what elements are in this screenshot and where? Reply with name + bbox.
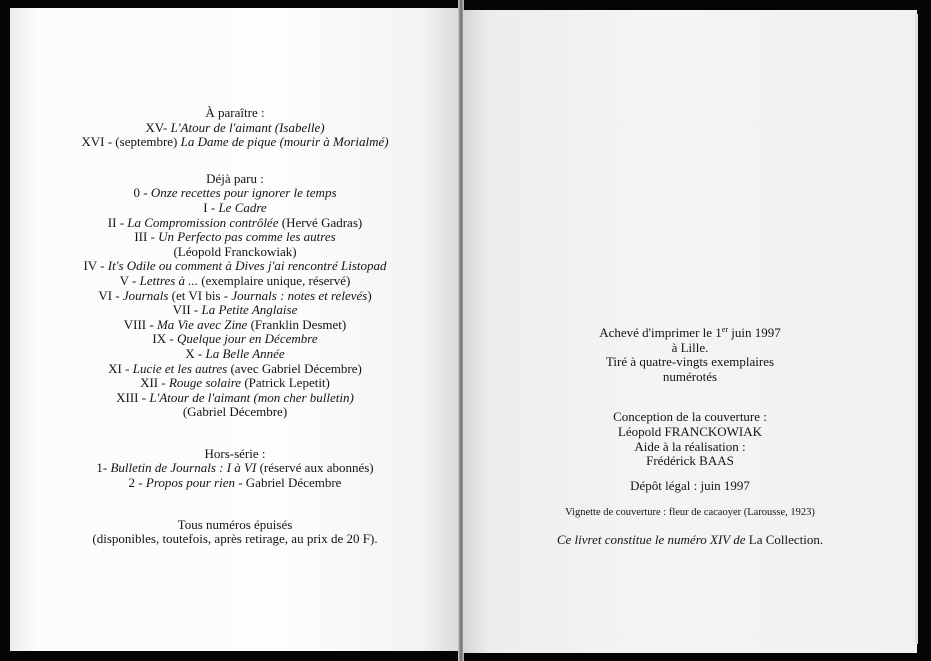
list-item-title: Le Cadre bbox=[218, 199, 267, 215]
published-heading: Déjà paru : bbox=[206, 170, 264, 186]
printing-date: Achevé d'imprimer le 1er juin 1997 bbox=[599, 325, 781, 340]
list-item-suffix: (réservé aux abonnés) bbox=[256, 460, 374, 476]
list-item-prefix: XI - bbox=[108, 360, 133, 376]
list-item-title: La Compromission contrôlée bbox=[127, 214, 279, 230]
list-item-title: La Petite Anglaise bbox=[201, 302, 298, 318]
list-item-title: L'Atour de l'aimant (Isabelle) bbox=[170, 119, 325, 135]
credit-cover-name: Léopold FRANCKOWIAK bbox=[617, 423, 763, 439]
footer-line-1: Tous numéros épuisés bbox=[177, 516, 293, 532]
list-item-prefix: II - bbox=[107, 214, 128, 230]
list-item bbox=[10, 376, 460, 391]
spacer bbox=[10, 150, 460, 172]
list-item-suffix: (Franklin Desmet) bbox=[247, 316, 347, 332]
list-item-prefix: 2 - bbox=[128, 475, 146, 491]
list-item bbox=[10, 245, 460, 260]
list-item-prefix: IX - bbox=[152, 331, 177, 347]
list-item-suffix: - Gabriel Décembre bbox=[234, 475, 342, 491]
list-item bbox=[10, 347, 460, 362]
list-item bbox=[10, 303, 460, 318]
collection-note: Ce livret constitue le numéro XIV de La Collection. bbox=[556, 531, 824, 547]
left-page bbox=[10, 8, 460, 651]
list-item-prefix: XVI - (septembre) bbox=[81, 134, 181, 150]
list-item-prefix: I - bbox=[203, 199, 219, 215]
list-item-suffix: (Gabriel Décembre) bbox=[182, 404, 288, 420]
spacer bbox=[10, 420, 460, 447]
list-item bbox=[10, 201, 460, 216]
list-item bbox=[10, 318, 460, 333]
forthcoming-heading: À paraître : bbox=[205, 105, 265, 120]
right-page bbox=[463, 10, 917, 653]
list-item-title: Lettres à ... bbox=[139, 272, 199, 288]
list-item-suffix2: ) bbox=[367, 287, 372, 303]
spacer bbox=[463, 384, 917, 410]
list-item-title: Ma Vie avec Zine bbox=[156, 316, 248, 332]
list-item-title: Rouge solaire bbox=[168, 375, 242, 391]
list-item-title: Un Perfecto pas comme les autres bbox=[158, 229, 336, 245]
colophon bbox=[463, 326, 917, 548]
list-item-prefix: VII - bbox=[172, 302, 202, 318]
list-item-prefix: III - bbox=[134, 229, 159, 245]
print-run: Tiré à quatre-vingts exemplaires bbox=[605, 354, 775, 370]
list-item-title: L'Atour de l'aimant (mon cher bulletin) bbox=[149, 389, 354, 405]
list-item-title: Quelque jour en Décembre bbox=[176, 331, 318, 347]
list-item bbox=[10, 391, 460, 406]
footer-line-2: (disponibles, toutefois, après retirage, au prix de 20 F). bbox=[92, 531, 378, 547]
list-item-suffix: (exemplaire unique, réservé) bbox=[198, 272, 351, 288]
forthcoming-list bbox=[10, 121, 460, 150]
list-item-prefix: V - bbox=[119, 272, 140, 288]
list-item-prefix: XV- bbox=[145, 119, 171, 135]
list-item bbox=[10, 362, 460, 377]
list-item-title: Lucie et les autres bbox=[132, 360, 228, 376]
list-item-prefix: VI - bbox=[98, 287, 123, 303]
credit-help-label: Aide à la réalisation : bbox=[634, 438, 746, 454]
list-item-suffix: (Hervé Gadras) bbox=[278, 214, 363, 230]
list-item-suffix: (avec Gabriel Décembre) bbox=[227, 360, 362, 376]
page-edge bbox=[915, 14, 918, 644]
list-item-prefix: XII - bbox=[140, 375, 169, 391]
list-item-title: Bulletin de Journals : I à VI bbox=[110, 460, 257, 476]
list-item bbox=[10, 135, 460, 150]
printing-place: à Lille. bbox=[671, 339, 709, 355]
list-item bbox=[10, 186, 460, 201]
list-item-title2: Journals : notes et relevés bbox=[231, 287, 368, 303]
list-item-prefix: X - bbox=[185, 345, 206, 361]
list-item bbox=[10, 461, 460, 476]
spacer bbox=[10, 491, 460, 518]
list-item-prefix: 0 - bbox=[133, 185, 151, 201]
spacer bbox=[463, 493, 917, 506]
credit-cover-label: Conception de la couverture : bbox=[613, 409, 767, 425]
list-item-title: Propos pour rien bbox=[145, 475, 235, 491]
list-item bbox=[10, 405, 460, 420]
list-item-title: It's Odile ou comment à Dives j'ai rencontré Listopad bbox=[107, 258, 387, 274]
special-list bbox=[10, 461, 460, 490]
list-item-prefix: IV - bbox=[83, 258, 108, 274]
list-item-suffix: (et VI bis - bbox=[168, 287, 232, 303]
credit-help-name: Frédérick BAAS bbox=[646, 453, 734, 469]
list-item bbox=[10, 274, 460, 289]
special-heading: Hors-série : bbox=[204, 445, 266, 461]
published-list bbox=[10, 186, 460, 420]
list-item-suffix: (Léopold Franckowiak) bbox=[173, 243, 297, 259]
list-item bbox=[10, 216, 460, 231]
list-item bbox=[10, 259, 460, 274]
list-item-title: Journals bbox=[122, 287, 169, 303]
publication-list bbox=[10, 106, 460, 547]
list-item-prefix: 1- bbox=[96, 460, 111, 476]
vignette-credit: Vignette de couverture : fleur de cacaoyer (Larousse, 1923) bbox=[565, 507, 815, 519]
list-item bbox=[10, 121, 460, 136]
list-item-prefix: VIII - bbox=[123, 316, 157, 332]
list-item bbox=[10, 289, 460, 304]
print-run-numbered: numérotés bbox=[662, 368, 718, 384]
list-item-title: Onze recettes pour ignorer le temps bbox=[150, 185, 337, 201]
list-item bbox=[10, 476, 460, 491]
legal-deposit: Dépôt légal : juin 1997 bbox=[630, 477, 750, 493]
list-item-suffix: (Patrick Lepetit) bbox=[241, 375, 330, 391]
list-item bbox=[10, 332, 460, 347]
list-item-prefix: XIII - bbox=[116, 389, 150, 405]
list-item bbox=[10, 230, 460, 245]
list-item-title: La Dame de pique (mourir à Morialmé) bbox=[180, 134, 389, 150]
list-item-title: La Belle Année bbox=[205, 345, 285, 361]
